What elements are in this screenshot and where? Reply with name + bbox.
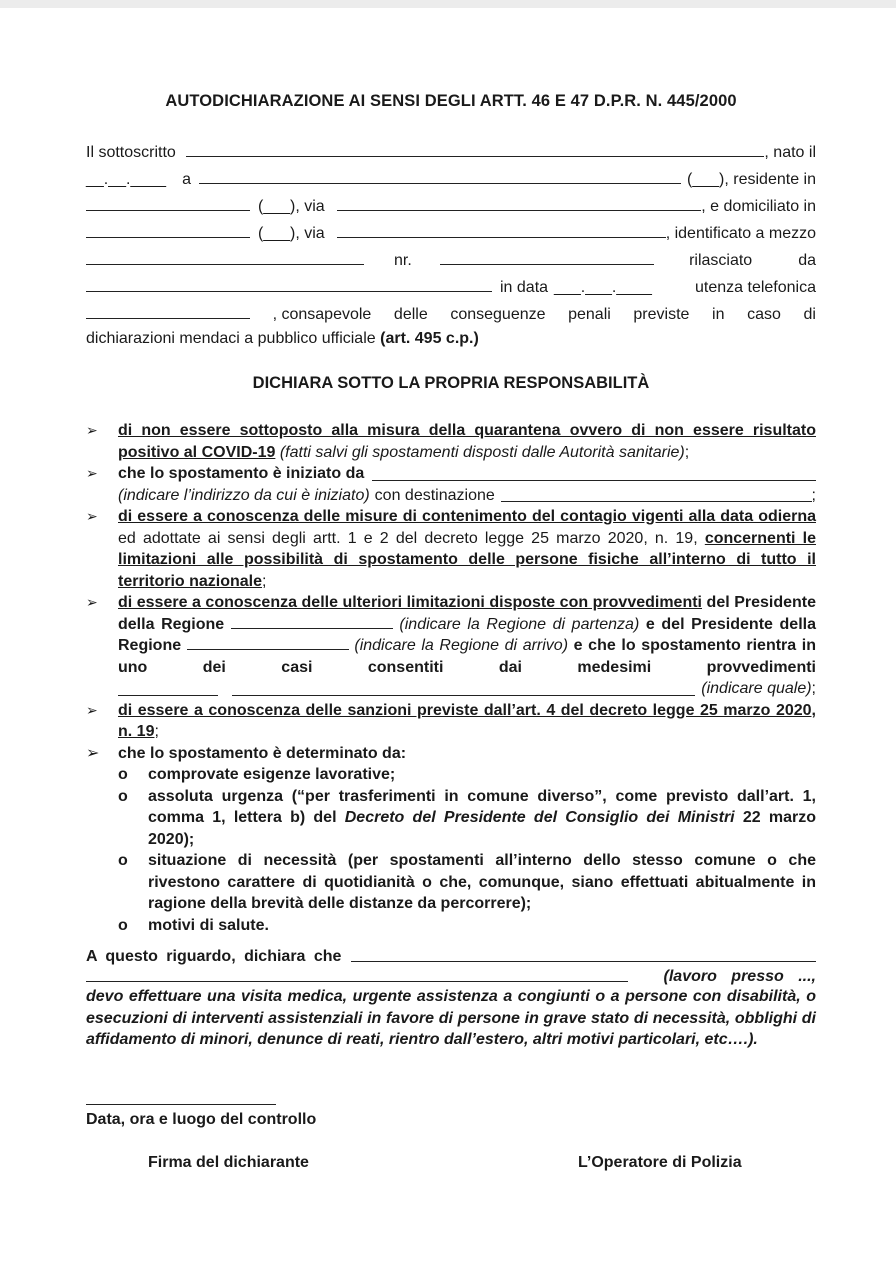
label-rilasciato: rilasciato [689,252,753,269]
label-nato-il: , nato il [764,144,816,161]
control-signature-line[interactable] [86,1104,276,1105]
departure-region-field[interactable] [231,614,393,629]
text-penali: penali [568,306,611,323]
label-via-2: (___), via [258,225,325,242]
label-da: da [798,252,816,269]
list-item-reasons [86,743,816,765]
reason-work [86,764,816,786]
provision-field-1[interactable] [118,681,218,696]
item-text: di essere a conoscenza delle ulteriori limitazioni disposte con provvedimenti [118,594,703,611]
declarant-signature-label: Firma del dichiarante [148,1154,309,1171]
issue-date-field[interactable]: ___.___.____ [554,279,652,296]
officer-signature-label: L’Operatore di Polizia [578,1154,742,1171]
reason-decree: Decreto del Presidente del Consiglio dei Ministri [344,809,735,826]
arrow-bullet-icon: ➢ [86,508,98,524]
form-line-5 [86,246,816,270]
list-item-sanctions [86,700,816,743]
domicile-street-field[interactable] [337,223,666,238]
arrow-bullet-icon: ➢ [86,465,98,481]
arrow-bullet-icon: ➢ [86,701,98,718]
form-line-2 [86,165,816,189]
section-title: DICHIARA SOTTO LA PROPRIA RESPONSABILITÀ [252,374,650,392]
item-text-destination: con destinazione [374,486,495,504]
label-residente-in: (___), residente in [687,171,816,188]
text-art-495: (art. 495 c.p.) [380,330,479,347]
form-line-7 [86,300,816,324]
item-text: di essere a conoscenza delle misure di contenimento del contagio vigenti alla data odierna [118,508,816,525]
item-text-limits: concernenti le limitazioni alle possibilità di spostamento delle persone fisiche all’interno di tutto il territorio nazionale [118,529,816,590]
item-text-mid: ed adottate ai sensi degli artt. 1 e 2 del decreto legge 25 marzo 2020, n. 19, [118,529,698,547]
domicile-city-field[interactable] [86,223,250,238]
reason-text: situazione di necessità (per spostamenti all’interno dello stesso comune o che rivestono carattere di quotidianità o che, comunque, siano effettuati abitualmente in ragione della brevità delle distanze da percorrere); [148,852,816,912]
item-text: di non essere sottoposto alla misura della quarantena ovvero di non essere risultato positivo al COVID-19 [118,422,816,461]
text-in: in [712,306,725,323]
item-note-departure: (indicare la Regione di partenza) [399,615,640,633]
text-previste: previste [633,306,690,323]
name-field[interactable] [186,142,765,157]
item-text: che lo spostamento è iniziato da [118,465,365,482]
form-line-6 [86,273,816,297]
document-type-field[interactable] [86,250,364,265]
text-consapevole: , consapevole [272,306,372,323]
item-note: (indicare l’indirizzo da cui è iniziato) [118,486,370,504]
form-line-1 [86,138,816,162]
list-item-quarantine [86,420,816,463]
item-end: ; [811,680,816,697]
circle-bullet-icon: o [118,787,128,805]
circle-bullet-icon: o [118,766,128,783]
form-line-3 [86,192,816,216]
item-note-which: (indicare quale) [701,680,812,697]
list-item-containment [86,506,816,592]
label-sottoscritto: Il sottoscritto [86,144,176,161]
residence-street-field[interactable] [337,196,702,211]
label-domiciliato-in: , e domiciliato in [701,198,816,215]
item-end: ; [684,443,690,461]
arrival-region-field[interactable] [187,635,349,650]
item-note: (fatti salvi gli spostamenti disposti dalle Autorità sanitarie) [279,443,685,461]
item-text-cases: e che lo spostamento rientra in uno dei casi consentiti dai medesimi provvedimenti [118,637,817,676]
reason-detail-field[interactable] [351,947,816,962]
item-text: che lo spostamento è determinato da: [118,744,407,762]
item-end: ; [811,486,816,504]
item-end: ; [262,572,267,590]
reason-detail-field-2[interactable] [86,967,628,982]
departure-address-field[interactable] [372,466,816,481]
text-caso: caso [747,306,781,323]
provision-field-2[interactable] [232,681,695,696]
issuer-field[interactable] [86,277,492,292]
arrow-bullet-icon: ➢ [86,422,98,438]
reason-date: 22 marzo 2020); [148,809,817,848]
regard-example: (lavoro presso ..., [663,968,816,985]
item-text: di essere a conoscenza delle sanzioni previste dall’art. 4 del decreto legge 25 marzo 2020, n. 19 [118,701,816,740]
regard-examples: devo effettuare una visita medica, urgente assistenza a congiunti o a persone con disabilità, o esecuzioni di interventi assistenziali in favore di persone in grave stato di necessità, obblighi di affidamento di minori, denunce di reati, rientro dall’estero, altri motivi particolari, etc….). [86,988,816,1048]
list-item-regional [86,592,816,700]
text-dichiarazioni-mendaci: dichiarazioni mendaci a pubblico ufficiale [86,330,376,347]
form-line-4 [86,219,816,243]
reason-health [86,915,816,937]
text-di: di [803,306,816,323]
item-text-president: del Presidente della Regione [118,594,817,633]
residence-city-field[interactable] [86,196,250,211]
label-nr: nr. [394,252,412,269]
label-a: a [182,171,191,188]
reason-text: assoluta urgenza (“per trasferimenti in comune diverso”, come previsto dall’art. 1, comma 1, lettera b) del [148,787,816,826]
text-delle: delle [393,306,428,323]
label-identificato: , identificato a mezzo [665,225,816,242]
reason-text: motivi di salute. [148,916,269,934]
reason-necessity [86,850,816,915]
document-title: AUTODICHIARAZIONE AI SENSI DEGLI ARTT. 46 E 47 D.P.R. N. 445/2000 [165,92,737,110]
form-line-8 [86,330,816,348]
circle-bullet-icon: o [118,916,128,934]
circle-bullet-icon: o [118,852,128,869]
destination-field[interactable] [501,487,812,502]
declaration-list [86,420,816,936]
label-in-data: in data [500,279,549,296]
phone-field[interactable] [86,304,250,319]
regard-text: A questo riguardo, dichiara che [86,948,342,965]
viewer-top-bar [0,0,896,8]
regard-section [86,944,816,986]
birthplace-field[interactable] [199,169,681,184]
label-utenza-telefonica: utenza telefonica [695,279,816,296]
list-item-departure [86,463,816,506]
arrow-bullet-icon: ➢ [86,744,100,762]
reason-text: comprovate esigenze lavorative; [148,766,396,783]
reason-urgency [86,786,816,851]
text-conseguenze: conseguenze [450,306,546,323]
birth-date-field[interactable]: __.__.____ [86,171,167,188]
control-label: Data, ora e luogo del controllo [86,1111,317,1128]
item-note-arrival: (indicare la Regione di arrivo) [354,637,569,654]
arrow-bullet-icon: ➢ [86,594,98,610]
item-end: ; [154,723,159,740]
label-via: (___), via [258,198,325,215]
item-text-president-2: e del Presidente della Regione [118,615,816,654]
document-number-field[interactable] [440,250,654,265]
